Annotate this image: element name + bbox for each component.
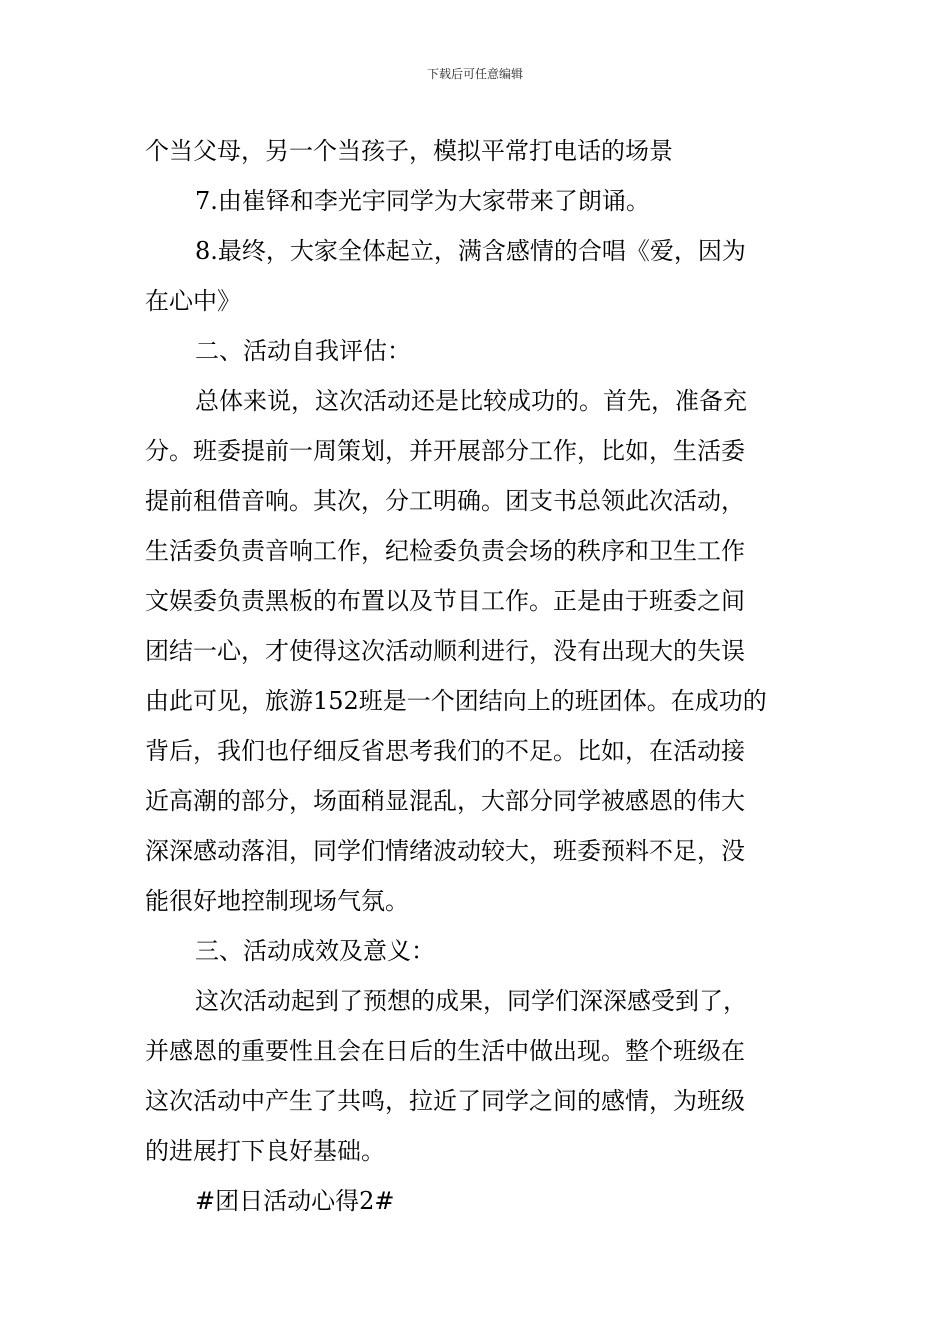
section-heading: 二、活动自我评估：: [195, 337, 411, 365]
text-line: 能很好地控制现场气氛。: [145, 887, 409, 915]
text-line: 提前租借音响。其次，分工明确。团支书总领此次活动，: [145, 487, 745, 515]
text-line: 总体来说，这次活动还是比较成功的。首先，准备充: [195, 387, 747, 415]
text-line: 的进展打下良好基础。: [145, 1137, 385, 1165]
section-title: #团日活动心得2#: [195, 1187, 395, 1215]
page-header: 下载后可任意编辑: [426, 67, 523, 81]
document-body: [145, 126, 809, 1226]
text-line: 文娱委负责黑板的布置以及节目工作。正是由于班委之间: [145, 587, 745, 615]
text-line: 个当父母，另一个当孩子，模拟平常打电话的场景: [145, 137, 673, 165]
text-line: 团结一心，才使得这次活动顺利进行，没有出现大的失误: [145, 637, 745, 665]
text-line: 7.由崔铎和李光宇同学为大家带来了朗诵。: [195, 187, 650, 215]
text-line: 8.最终，大家全体起立，满含感情的合唱《爱，因为: [195, 237, 746, 265]
text-line: 深深感动落泪，同学们情绪波动较大，班委预料不足，没: [145, 837, 745, 865]
text-line: 生活委负责音响工作，纪检委负责会场的秩序和卫生工作: [145, 537, 745, 565]
text-line: 这次活动起到了预想的成果，同学们深深感受到了，: [195, 987, 747, 1015]
text-line: 由此可见，旅游152班是一个团结向上的班团体。在成功的: [145, 687, 767, 715]
section-heading: 三、活动成效及意义：: [195, 937, 435, 965]
text-line: 并感恩的重要性且会在日后的生活中做出现。整个班级在: [145, 1037, 745, 1065]
text-line: 在心中》: [145, 287, 241, 315]
text-line: 这次活动中产生了共鸣，拉近了同学之间的感情，为班级: [145, 1087, 745, 1115]
text-line: 背后，我们也仔细反省思考我们的不足。比如，在活动接: [145, 737, 745, 765]
text-line: 分。班委提前一周策划，并开展部分工作，比如，生活委: [145, 437, 745, 465]
text-line: 近高潮的部分，场面稍显混乱，大部分同学被感恩的伟大: [145, 787, 745, 815]
